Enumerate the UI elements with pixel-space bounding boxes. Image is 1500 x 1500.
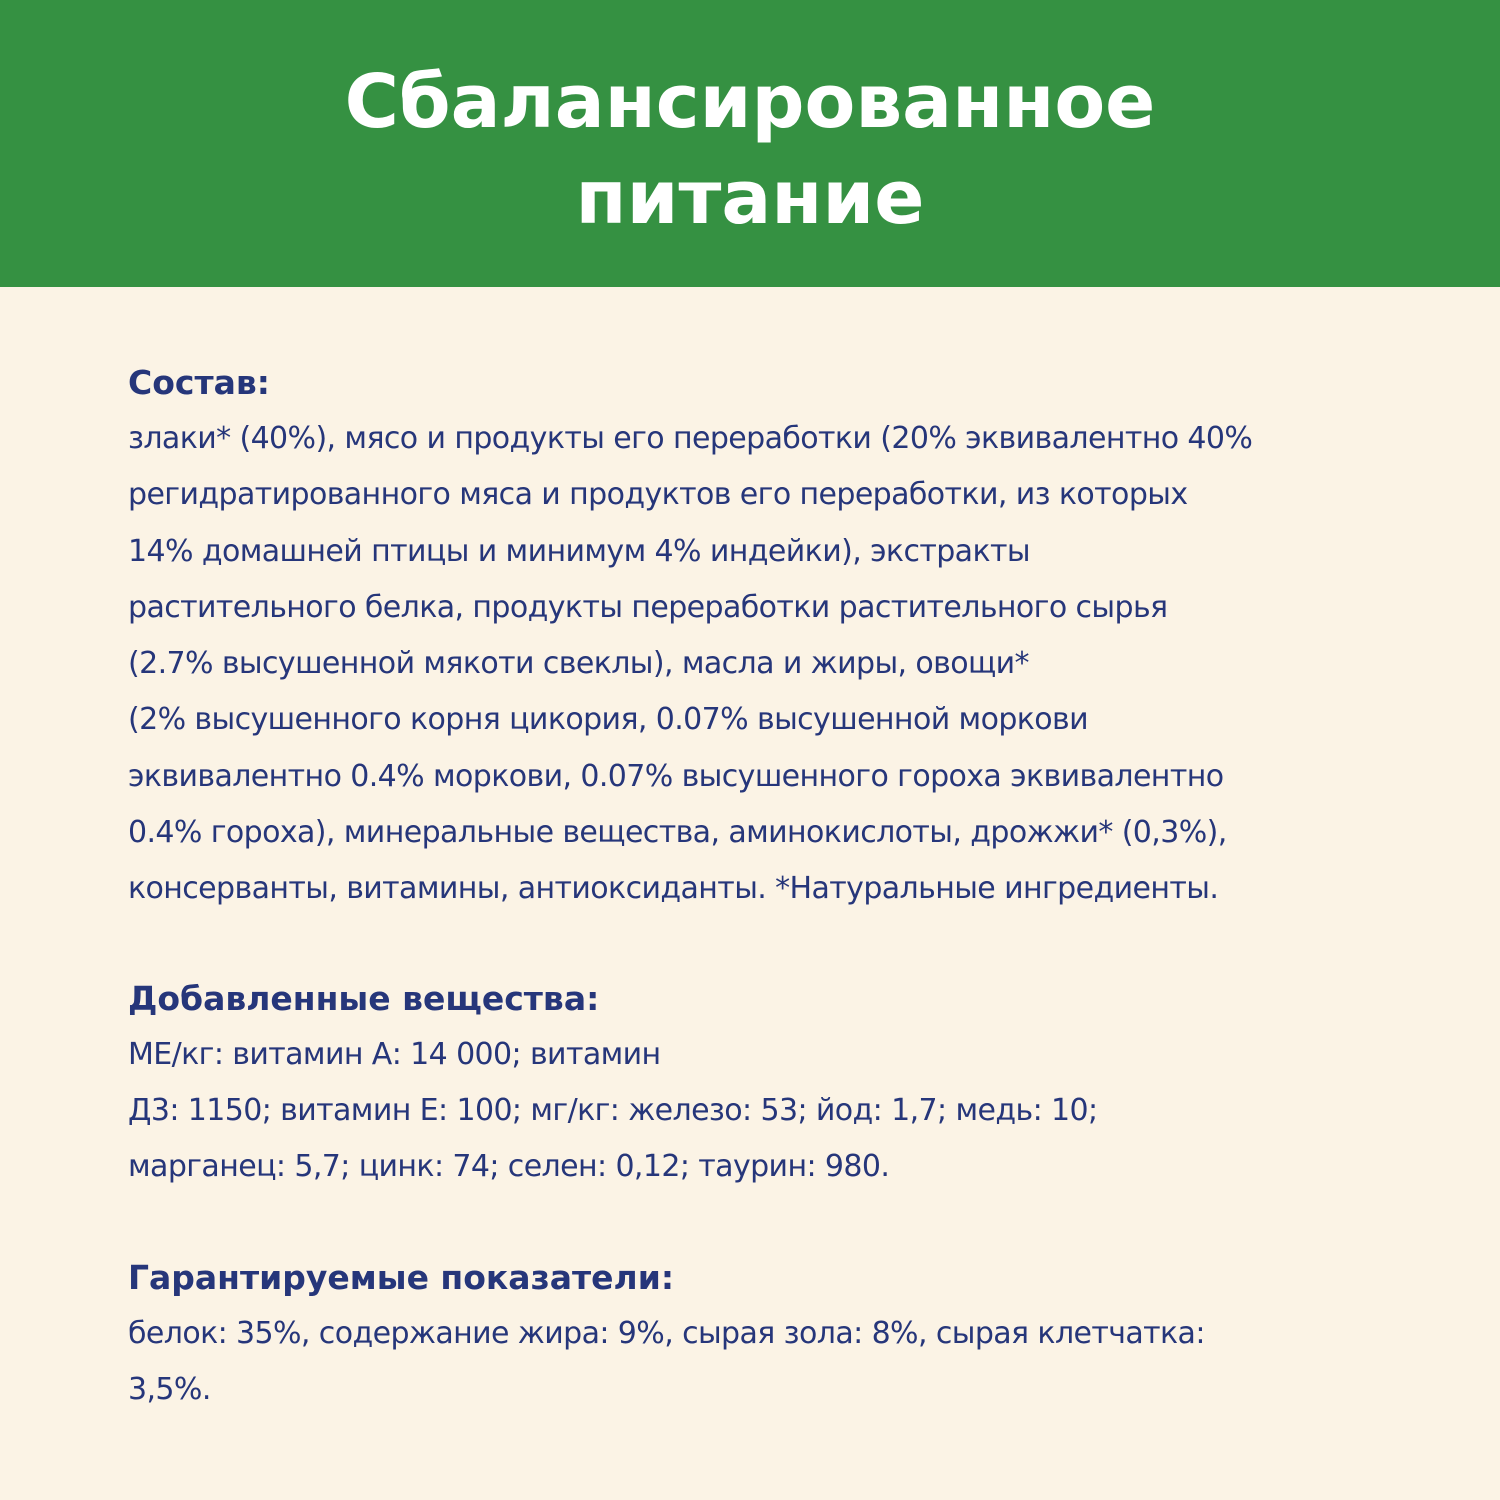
composition-text-line: растительного белка, продукты переработки растительного сырья — [128, 589, 1168, 625]
composition-heading: Состав: — [128, 363, 270, 402]
header-banner — [0, 0, 1500, 287]
guaranteed-section — [128, 1250, 1428, 1419]
section-spacer — [128, 1196, 1428, 1250]
section-spacer — [128, 918, 1428, 971]
composition-text-line: эквивалентно 0.4% моркови, 0.07% высушенного гороха эквивалентно — [128, 758, 1224, 794]
composition-text-line: (2.7% высушенной мякоти свеклы), масла и жиры, овощи* — [128, 646, 1029, 682]
composition-text-line: злаки* (40%), мясо и продукты его переработки (20% эквивалентно 40% — [128, 421, 1253, 456]
composition-section — [128, 355, 1428, 918]
additives-text-line: марганец: 5,7; цинк: 74; селен: 0,12; таурин: 980. — [128, 1149, 890, 1185]
page-title-line-1: Сбалансированное — [344, 59, 1156, 145]
composition-text-line: 0.4% гороха), минеральные вещества, аминокислоты, дрожжи* (0,3%), — [128, 815, 1227, 851]
additives-text-line: Д3: 1150; витамин Е: 100; мг/кг: железо: 53; йод: 1,7; медь: 10; — [128, 1092, 1098, 1128]
additives-heading: Добавленные вещества: — [128, 978, 600, 1018]
composition-text-line: (2% высушенного корня цикория, 0.07% высушенной моркови — [128, 702, 1089, 738]
guaranteed-text-line: 3,5%. — [128, 1371, 211, 1407]
composition-text-line: консерванты, витамины, антиоксиданты. *Натуральные ингредиенты. — [128, 871, 1219, 907]
page-title-line-2: питание — [575, 155, 925, 241]
guaranteed-heading: Гарантируемые показатели: — [128, 1257, 675, 1297]
composition-text-line: 14% домашней птицы и минимум 4% индейки), экстракты — [128, 533, 1030, 569]
page-title — [0, 54, 1500, 246]
guaranteed-text-line: белок: 35%, содержание жира: 9%, сырая зола: 8%, сырая клетчатка: — [128, 1315, 1205, 1351]
additives-text-line: МЕ/кг: витамин А: 14 000; витамин — [128, 1036, 661, 1072]
ingredients-content — [128, 355, 1428, 1418]
composition-text-line: регидратированного мяса и продуктов его переработки, из которых — [128, 477, 1188, 513]
additives-section — [128, 971, 1428, 1196]
